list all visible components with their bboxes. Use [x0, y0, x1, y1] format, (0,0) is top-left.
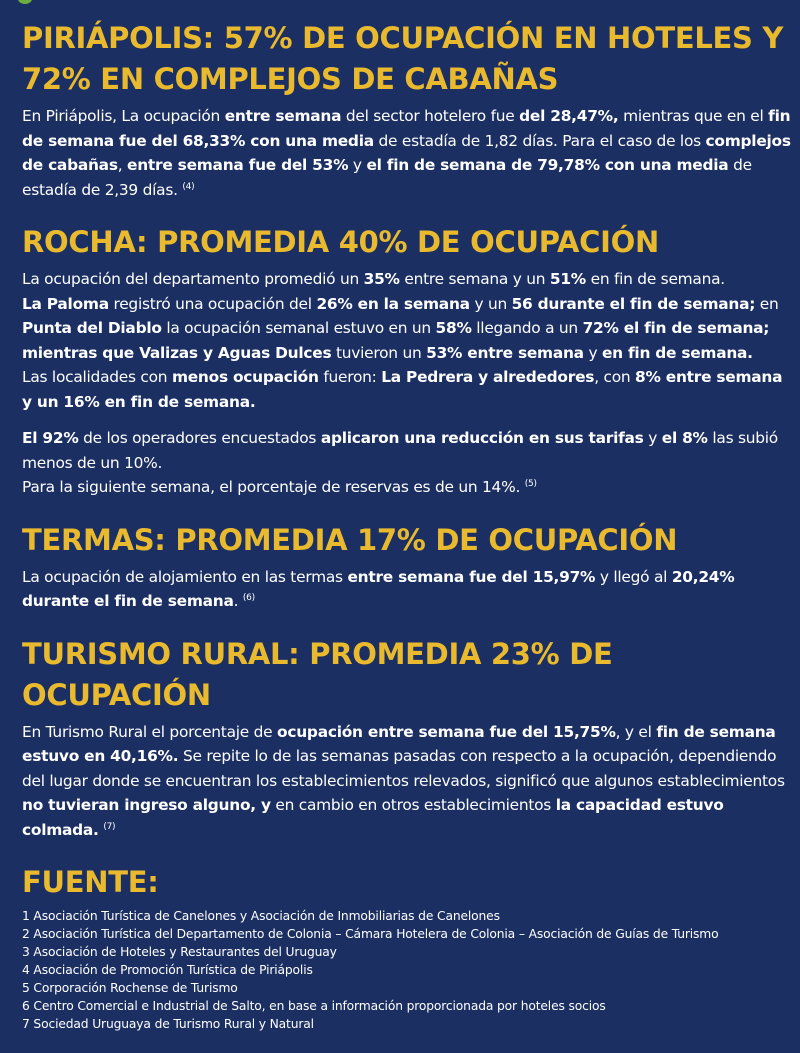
- bold-text-run: entre semana fue del 53%: [127, 156, 349, 174]
- bold-text-run: 58%: [435, 319, 472, 337]
- bold-text-run: fin de semana estuvo en 40,16%.: [22, 722, 776, 765]
- text-run: y: [348, 156, 367, 174]
- rocha-paragraph-2: [22, 426, 792, 500]
- text-run: y llegó al: [595, 567, 672, 586]
- bold-text-run: 35%: [363, 270, 400, 288]
- text-run: En Piriápolis, La ocupación: [22, 107, 225, 125]
- text-run: Para la siguiente semana, el porcentaje de reservas es de un 14%.: [22, 478, 525, 496]
- text-run: y: [583, 343, 602, 362]
- footnote-reference: (6): [242, 593, 255, 603]
- bold-text-run: fin de semana fue del 68,33% con una media: [22, 107, 791, 150]
- text-run: la ocupación semanal estuvo en un: [161, 319, 436, 337]
- piriapolis-paragraph: [22, 104, 792, 202]
- text-run: Las localidades con: [22, 368, 172, 386]
- text-run: La ocupación del departamento promedió un: [22, 270, 364, 288]
- bold-text-run: 26% en la semana: [316, 294, 470, 313]
- rural-paragraph: [22, 720, 792, 843]
- fuente-title: FUENTE:: [22, 865, 159, 899]
- text-run: en cambio en otros establecimientos: [270, 796, 556, 814]
- bold-text-run: el fin de semana de 79,78% con una media: [366, 156, 729, 174]
- source-item: 6 Centro Comercial e Industrial de Salto, en base a información proporcionada por hoteles socios: [22, 999, 606, 1013]
- text-run: las subió menos de un 10%.: [22, 429, 778, 472]
- text-run: ,: [117, 156, 128, 174]
- bold-text-run: ocupación entre semana fue del 15,75%: [277, 722, 616, 741]
- bold-text-run: 51%: [549, 270, 586, 288]
- text-run: y: [643, 429, 662, 447]
- bold-text-run: 72% el fin de semana; mientras que Valizas y Aguas Dulces: [22, 319, 770, 362]
- rocha-paragraph-1: [22, 267, 792, 414]
- section-rocha: [22, 222, 792, 500]
- text-run: de estadía de 2,39 días.: [22, 156, 752, 199]
- piriapolis-title: PIRIÁPOLIS: 57% DE OCUPACIÓN EN HOTELES Y 72% EN COMPLEJOS DE CABAÑAS: [22, 21, 784, 96]
- bold-text-run: del 28,47%,: [519, 107, 619, 125]
- text-run: .: [233, 592, 243, 610]
- section-fuente: [22, 862, 792, 1033]
- text-run: en fin de semana.: [585, 270, 725, 288]
- text-run: tuvieron un: [331, 343, 427, 362]
- bold-text-run: Punta del Diablo: [22, 319, 162, 337]
- footnote-reference: (7): [103, 821, 116, 832]
- text-run: , y el: [615, 722, 657, 741]
- source-item: 1 Asociación Turística de Canelones y Asociación de Inmobiliarias de Canelones: [22, 909, 500, 923]
- text-run: , con: [594, 368, 636, 386]
- source-item: 3 Asociación de Hoteles y Restaurantes del Uruguay: [22, 945, 337, 959]
- text-run: mientras que en el: [618, 107, 769, 125]
- source-item: 4 Asociación de Promoción Turística de Piriápolis: [22, 963, 313, 977]
- termas-title: TERMAS: PROMEDIA 17% DE OCUPACIÓN: [22, 522, 678, 557]
- bold-text-run: 56 durante el fin de semana;: [511, 294, 756, 313]
- footnote-reference: (4): [182, 181, 195, 192]
- bold-text-run: 53% entre semana: [426, 343, 584, 362]
- section-termas: [22, 520, 792, 614]
- bold-text-run: 20,24% durante el fin de semana: [22, 567, 735, 610]
- footnote-reference: (5): [524, 479, 537, 489]
- bold-text-run: el 8%: [661, 429, 708, 447]
- section-turismo-rural: [22, 634, 792, 843]
- text-run: registró una ocupación del: [108, 294, 317, 313]
- rural-title: TURISMO RURAL: PROMEDIA 23% DE OCUPACIÓN: [22, 636, 613, 712]
- bold-text-run: en fin de semana.: [601, 343, 753, 362]
- bold-text-run: menos ocupación: [171, 368, 319, 386]
- termas-paragraph: [22, 565, 792, 614]
- bold-text-run: El 92%: [22, 429, 79, 447]
- text-run: y un: [469, 294, 512, 313]
- page-content: [22, 18, 792, 1053]
- bold-text-run: La Pedrera y alrededores: [381, 368, 595, 386]
- bold-text-run: La Paloma: [22, 294, 109, 313]
- bold-text-run: entre semana: [224, 107, 342, 125]
- text-run: en: [755, 294, 779, 313]
- corner-dot-decoration: [18, 0, 32, 4]
- text-run: llegando a un: [471, 319, 583, 337]
- sources-list: [22, 907, 792, 1033]
- source-item: 5 Corporación Rochense de Turismo: [22, 981, 238, 995]
- text-run: de estadía de 1,82 días. Para el caso de los: [373, 131, 706, 150]
- bold-text-run: 8% entre semana y un 16% en fin de semana.: [22, 368, 783, 411]
- bold-text-run: la capacidad estuvo colmada.: [22, 796, 724, 839]
- text-run: de los operadores encuestados: [78, 429, 321, 447]
- text-run: del sector hotelero fue: [341, 107, 520, 125]
- text-run: Se repite lo de las semanas pasadas con respecto a la ocupación, dependiendo del lugar donde se encuentran los establecimientos relevados, significó que algunos establecimientos: [22, 747, 785, 790]
- bold-text-run: no tuvieran ingreso alguno, y: [22, 796, 271, 814]
- text-run: En Turismo Rural el porcentaje de: [22, 722, 278, 741]
- bold-text-run: aplicaron una reducción en sus tarifas: [320, 429, 644, 447]
- bold-text-run: complejos de cabañas: [22, 131, 791, 174]
- section-piriapolis: [22, 18, 792, 202]
- text-run: La ocupación de alojamiento en las termas: [22, 567, 348, 586]
- source-item: 7 Sociedad Uruguaya de Turismo Rural y Natural: [22, 1017, 314, 1031]
- text-run: entre semana y un: [399, 270, 550, 288]
- rocha-title: ROCHA: PROMEDIA 40% DE OCUPACIÓN: [22, 225, 659, 259]
- source-item: 2 Asociación Turística del Departamento de Colonia – Cámara Hotelera de Colonia – Asociación de Guías de Turismo: [22, 927, 719, 941]
- bold-text-run: entre semana fue del 15,97%: [347, 567, 596, 586]
- text-run: fueron:: [318, 368, 382, 386]
